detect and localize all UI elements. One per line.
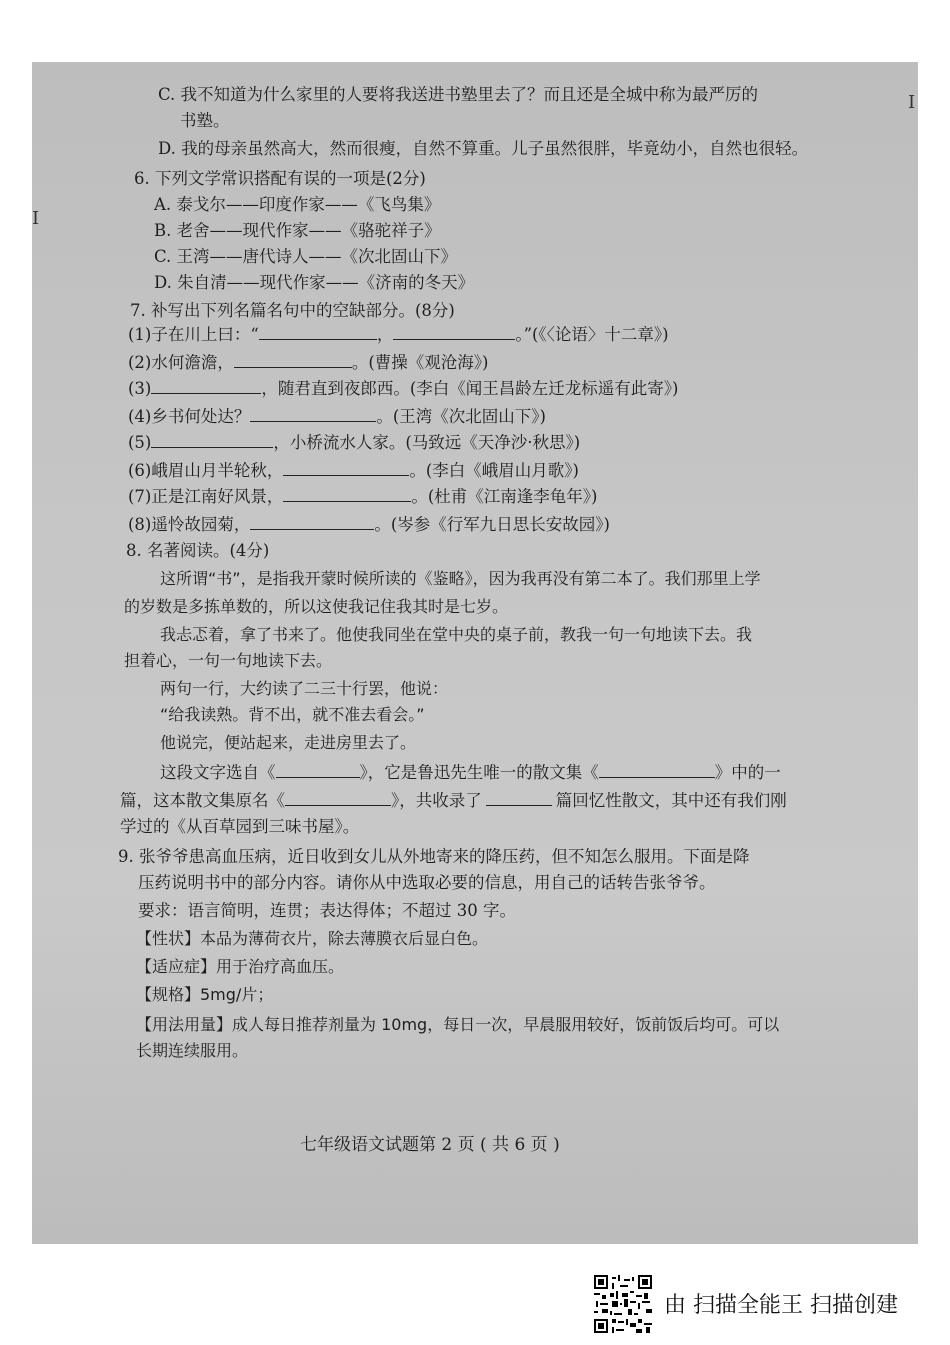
q9-line2: 压药说明书中的部分内容。请你从中选取必要的信息，用自己的话转告张爷爷。 xyxy=(138,873,716,892)
q6-option-d: D. 朱自清——现代作家——《济南的冬天》 xyxy=(154,273,475,292)
edge-mark-left: I xyxy=(32,208,40,229)
q7-item-8 xyxy=(128,514,610,536)
answer-blank[interactable] xyxy=(250,407,376,422)
q7-item-5 xyxy=(128,432,580,454)
q8-text: 篇回忆性散文，其中还有我们刚 xyxy=(555,791,787,810)
q7-item-3-post: ，随君直到夜郎西。(李白《闻王昌龄左迁龙标遥有此寄》) xyxy=(261,379,679,398)
q7-item-7-pre: (7)正是江南好风景， xyxy=(128,487,284,506)
q8-stem: 8. 名著阅读。(4分) xyxy=(126,541,270,560)
q7-item-2-post: 。(曹操《观沧海》) xyxy=(351,353,489,372)
edge-mark-right: I xyxy=(908,92,916,113)
q9-line1: 9. 张爷爷患高血压病，近日收到女儿从外地寄来的降压药，但不知怎么服用。下面是降 xyxy=(118,847,750,866)
answer-blank[interactable] xyxy=(151,379,261,394)
q7-item-2 xyxy=(128,352,489,374)
q8-question-line1 xyxy=(160,762,781,784)
answer-blank[interactable] xyxy=(234,353,352,368)
q5-option-c-line1: C. 我不知道为什么家里的人要将我送进书塾里去了？而且还是全城中称为最严厉的 xyxy=(158,85,759,104)
q8-passage-line: 这所谓“书”，是指我开蒙时候所读的《鉴略》，因为我再没有第二本了。我们那里上学 xyxy=(160,569,761,588)
q8-text: 》，它是鲁迅先生唯一的散文集《 xyxy=(359,763,599,782)
answer-blank[interactable] xyxy=(599,763,715,778)
qr-code-icon xyxy=(594,1275,652,1333)
answer-blank[interactable] xyxy=(285,791,391,806)
q7-item-2-pre: (2)水何澹澹， xyxy=(128,353,234,372)
q5-option-c-line2: 书塾。 xyxy=(180,111,230,130)
q9-info-line: 【规格】5mg/片； xyxy=(136,985,274,1004)
scanned-page xyxy=(32,62,918,1244)
q6-option-c: C. 王湾——唐代诗人——《次北固山下》 xyxy=(154,247,458,266)
q8-text: 篇，这本散文集原名《 xyxy=(120,791,285,810)
q8-passage-line: 他说完，便站起来，走进房里去了。 xyxy=(160,733,417,752)
q9-info-line: 【用法用量】成人每日推荐剂量为 10mg，每日一次，早晨服用较好，饭前饭后均可。可以 xyxy=(136,1015,780,1034)
q8-passage-line: 担着心，一句一句地读下去。 xyxy=(124,651,333,670)
q8-passage-line: 的岁数是多拣单数的，所以这使我记住我其时是七岁。 xyxy=(124,597,509,616)
answer-blank[interactable] xyxy=(283,461,409,476)
q7-item-8-pre: (8)遥怜故园菊， xyxy=(128,515,251,534)
q7-item-5-pre: (5) xyxy=(128,433,152,452)
q7-item-7 xyxy=(128,486,598,508)
q9-info-line: 【性状】本品为薄荷衣片，除去薄膜衣后显白色。 xyxy=(136,929,489,948)
q7-item-5-post: ，小桥流水人家。(马致远《天净沙·秋思》) xyxy=(273,433,581,452)
q8-text: 这段文字选自《 xyxy=(160,763,276,782)
q9-info-line: 【适应症】用于治疗高血压。 xyxy=(136,957,345,976)
q6-stem: 6. 下列文学常识搭配有误的一项是(2分) xyxy=(134,169,426,188)
q6-option-a: A. 泰戈尔——印度作家——《飞鸟集》 xyxy=(154,195,441,214)
q7-item-1 xyxy=(128,324,669,346)
q7-stem: 7. 补写出下列名篇名句中的空缺部分。(8分) xyxy=(130,301,455,320)
q7-item-4-pre: (4)乡书何处达？ xyxy=(128,407,251,426)
q7-item-3-pre: (3) xyxy=(128,379,152,398)
q8-question-line3: 学过的《从百草园到三味书屋》。 xyxy=(120,817,360,836)
q8-passage-line: 我忐忑着，拿了书来了。他使我同坐在堂中央的桌子前，教我一句一句地读下去。我 xyxy=(160,625,753,644)
answer-blank[interactable] xyxy=(151,433,273,448)
q7-item-8-post: 。(岑参《行军九日思长安故园》) xyxy=(374,515,610,534)
q7-item-1-post: 。”(《〈论语〉十二章》) xyxy=(515,325,669,344)
q7-item-6 xyxy=(128,460,579,482)
q7-item-3 xyxy=(128,378,679,400)
answer-blank[interactable] xyxy=(486,791,552,806)
q5-option-d: D. 我的母亲虽然高大，然而很瘦，自然不算重。儿子虽然很胖，毕竟幼小，自然也很轻。 xyxy=(158,139,809,158)
q8-passage-line: “给我读熟。背不出，就不准去看会。” xyxy=(160,705,425,724)
q6-option-b: B. 老舍——现代作家——《骆驼祥子》 xyxy=(154,221,441,240)
q8-question-line2 xyxy=(120,790,787,812)
q9-info-line: 长期连续服用。 xyxy=(136,1041,249,1060)
q7-item-6-pre: (6)峨眉山月半轮秋， xyxy=(128,461,284,480)
q9-line3: 要求：语言简明，连贯；表达得体；不超过 30 字。 xyxy=(138,901,516,920)
q7-item-7-post: 。(杜甫《江南逢李龟年》) xyxy=(411,487,598,506)
scanner-watermark xyxy=(590,1272,930,1334)
page-footer: 七年级语文试题第 2 页 ( 共 6 页 ) xyxy=(300,1135,560,1155)
q7-item-4-post: 。(王湾《次北固山下》) xyxy=(376,407,546,426)
answer-blank[interactable] xyxy=(283,487,411,502)
answer-blank[interactable] xyxy=(259,325,377,340)
q8-text: 》，共收录了 xyxy=(391,791,482,810)
q7-item-6-post: 。(李白《峨眉山月歌》) xyxy=(409,461,579,480)
scanner-watermark-text: 由 扫描全能王 扫描创建 xyxy=(664,1293,898,1318)
answer-blank[interactable] xyxy=(250,515,374,530)
q7-item-1-pre: (1)子在川上曰：“ xyxy=(128,325,259,344)
q7-item-4 xyxy=(128,406,546,428)
q8-text: 》中的一 xyxy=(714,763,781,782)
answer-blank[interactable] xyxy=(393,325,515,340)
q7-item-1-mid: ， xyxy=(376,325,394,344)
answer-blank[interactable] xyxy=(276,763,360,778)
q8-passage-line: 两句一行，大约读了二三十行罢，他说： xyxy=(160,679,449,698)
